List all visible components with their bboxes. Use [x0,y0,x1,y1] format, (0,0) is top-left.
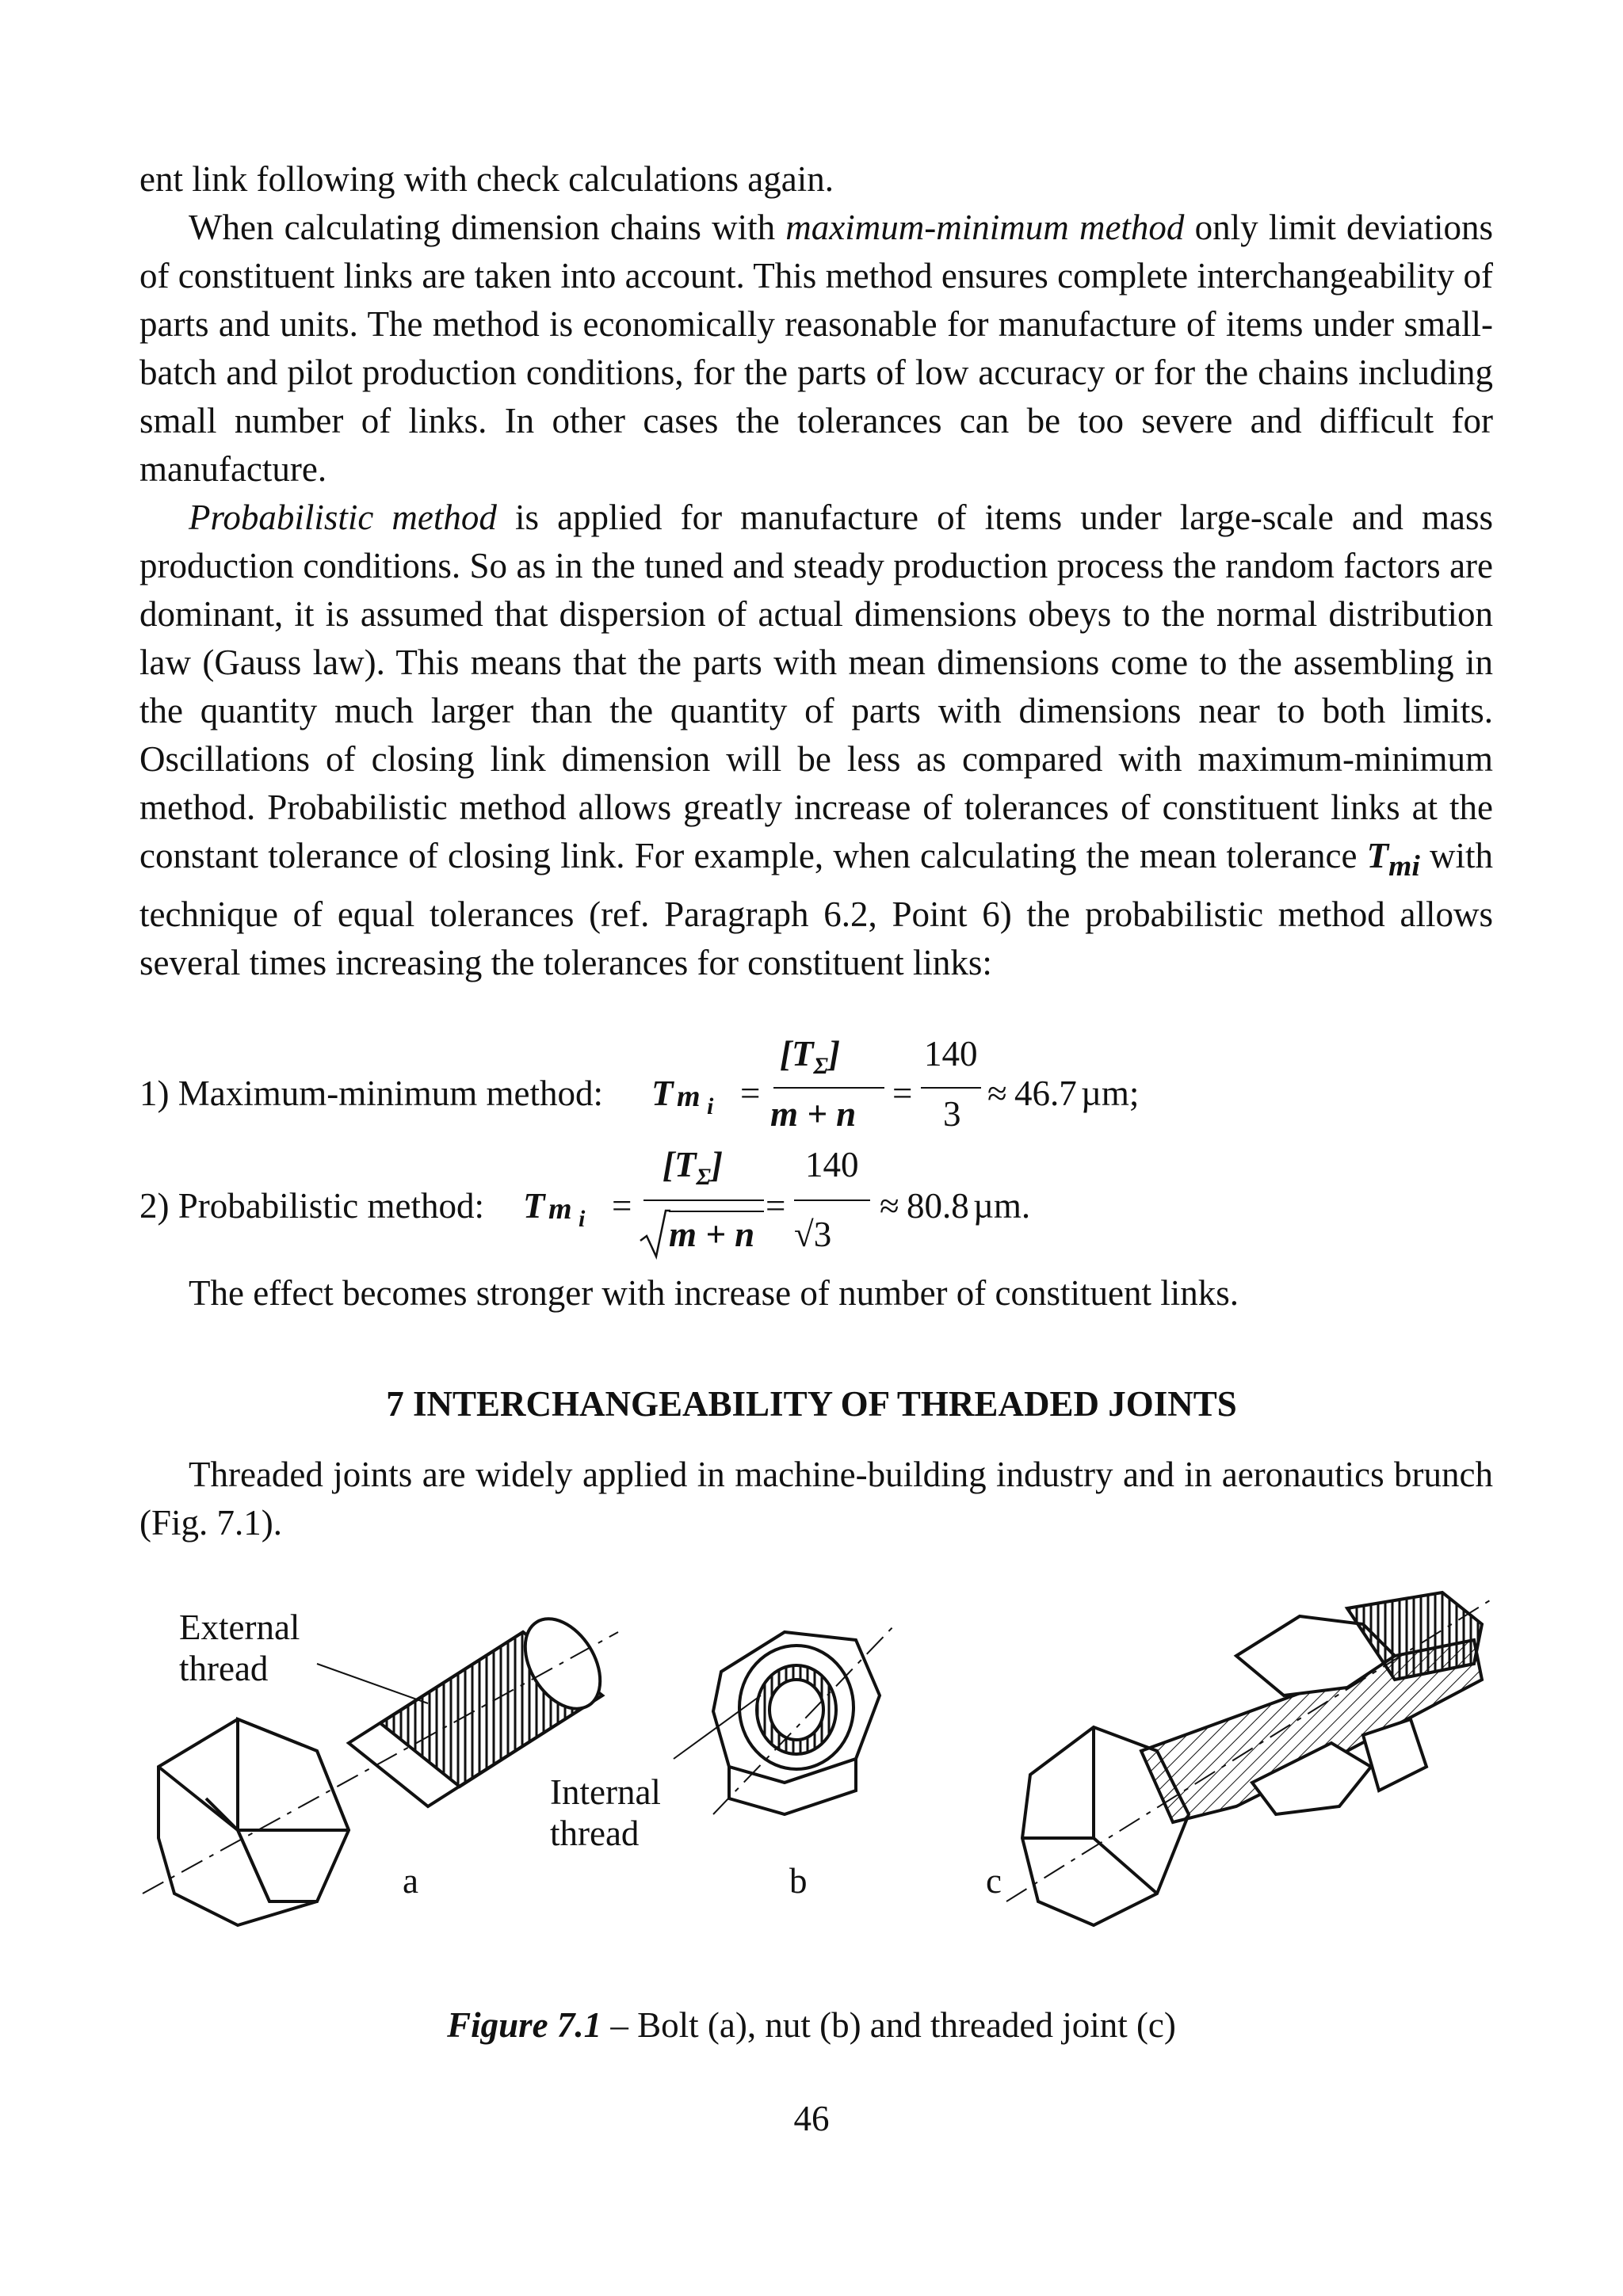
fraction-bar [921,1087,981,1089]
bracket-close: ] [711,1145,724,1184]
text: with technique of equal tolerances (ref. Paragraph 6.2, Point 6) the probabilistic method allows several times increasing the tolerances for constituent links: [139,836,1493,982]
denominator: m + n [770,1094,857,1134]
bracket-T: [T [663,1145,697,1184]
symbol-T: T [1366,836,1389,875]
label-line: thread [550,1814,640,1853]
symbol-i: i [579,1206,586,1232]
fraction-bar [773,1087,884,1089]
text: is applied for manufacture of items under large-scale and mass production conditions. So as in the tuned and steady production process the random factors are dominant, it is assumed that dispersion of actual dimensions obeys to the normal distribution law (Gauss law). This means that the parts with mean dimensions come to the assembling in the quantity much larger than the quantity of parts with dimensions near to both limits. Oscillations of closing link dimension will be less as compared with maximum-minimum method. Probabilistic method allows greatly increase of tolerances of constituent links at the constant tolerance of closing link. For example, when calculating the mean tolerance [139,498,1493,875]
sigma: Σ [813,1053,829,1079]
approx: ≈ [987,1074,1007,1113]
approx: ≈ [880,1186,899,1226]
formula-probabilistic [139,1141,1407,1268]
unit: µm. [973,1186,1031,1226]
symbol-m: m [548,1192,572,1226]
numerator [780,1033,840,1080]
symbol-m: m [677,1080,701,1113]
sqrt-bar [669,1211,764,1212]
paragraph-threaded [139,1451,1493,1547]
symbol-T: T [651,1074,674,1113]
paragraph-continuation [139,155,1493,204]
result: 46.7 [1014,1074,1077,1113]
label-line: Internal [550,1772,661,1812]
text: The effect becomes stronger with increase of number of constituent links. [189,1273,1239,1313]
caption-text: – Bolt (a), nut (b) and threaded joint (c) [601,2005,1176,2045]
paragraph-max-min [139,204,1493,494]
paragraph-probabilistic [139,494,1493,987]
label-external-thread [179,1607,300,1689]
equals: = [612,1186,632,1226]
result: 80.8 [907,1186,969,1226]
unit: µm; [1081,1074,1140,1113]
text: When calculating dimension chains with [189,208,786,247]
sigma: Σ [696,1164,712,1190]
formula-label: 2) Probabilistic method: [139,1186,484,1226]
bracket-T: [T [780,1034,814,1074]
text: ent link following with check calculations again. [139,159,834,199]
fraction-bar [643,1199,764,1201]
text: Threaded joints are widely applied in machine-building industry and in aeronautics brunch (Fig. 7.1). [139,1455,1493,1543]
numerator [663,1144,723,1191]
external-thread-leader [317,1664,428,1703]
label-internal-thread [550,1772,661,1854]
label-line: thread [179,1649,269,1688]
symbol-i: i [707,1093,714,1119]
emphasis: Probabilistic method [189,498,497,537]
numerator-140: 140 [805,1145,859,1184]
label-c: c [986,1861,1002,1901]
equals: = [740,1074,761,1113]
page-number: 46 [793,2099,830,2138]
equals: = [892,1074,913,1113]
caption-label: Figure 7.1 [447,2005,602,2045]
bracket-close: ] [828,1034,841,1074]
emphasis: maximum-minimum method [785,208,1185,247]
fraction-bar [794,1199,870,1201]
figure-7-1 [0,1577,1623,1957]
equals: = [766,1186,786,1226]
joint-drawing [1022,1592,1482,1925]
numerator-140: 140 [924,1034,978,1074]
paragraph-effect [139,1269,1493,1318]
label-a: a [403,1861,418,1901]
sqrt-sign [639,1207,670,1260]
denominator: m + n [669,1215,755,1254]
symbol-T: T [523,1186,545,1226]
text: only limit deviations of constituent links are taken into account. This method ensures complete interchangeability of parts and units. The method is economically reasonable for manufacture of items under small-batch and pilot production conditions, for the parts of low accuracy or for the chains including small number of links. In other cases the tolerances can be too severe and difficult for manufacture. [139,208,1493,489]
denominator-sqrt3: √3 [794,1215,832,1254]
subscript: mi [1388,850,1420,883]
formula-label: 1) Maximum-minimum method: [139,1074,603,1113]
nut-drawing [713,1632,880,1814]
section-heading: 7 INTERCHANGEABILITY OF THREADED JOINTS [386,1384,1237,1424]
figure-caption [0,2004,1623,2046]
denominator-3: 3 [943,1094,961,1134]
formula-max-min [139,1030,1407,1149]
label-b: b [789,1861,808,1901]
label-line: External [179,1608,300,1647]
